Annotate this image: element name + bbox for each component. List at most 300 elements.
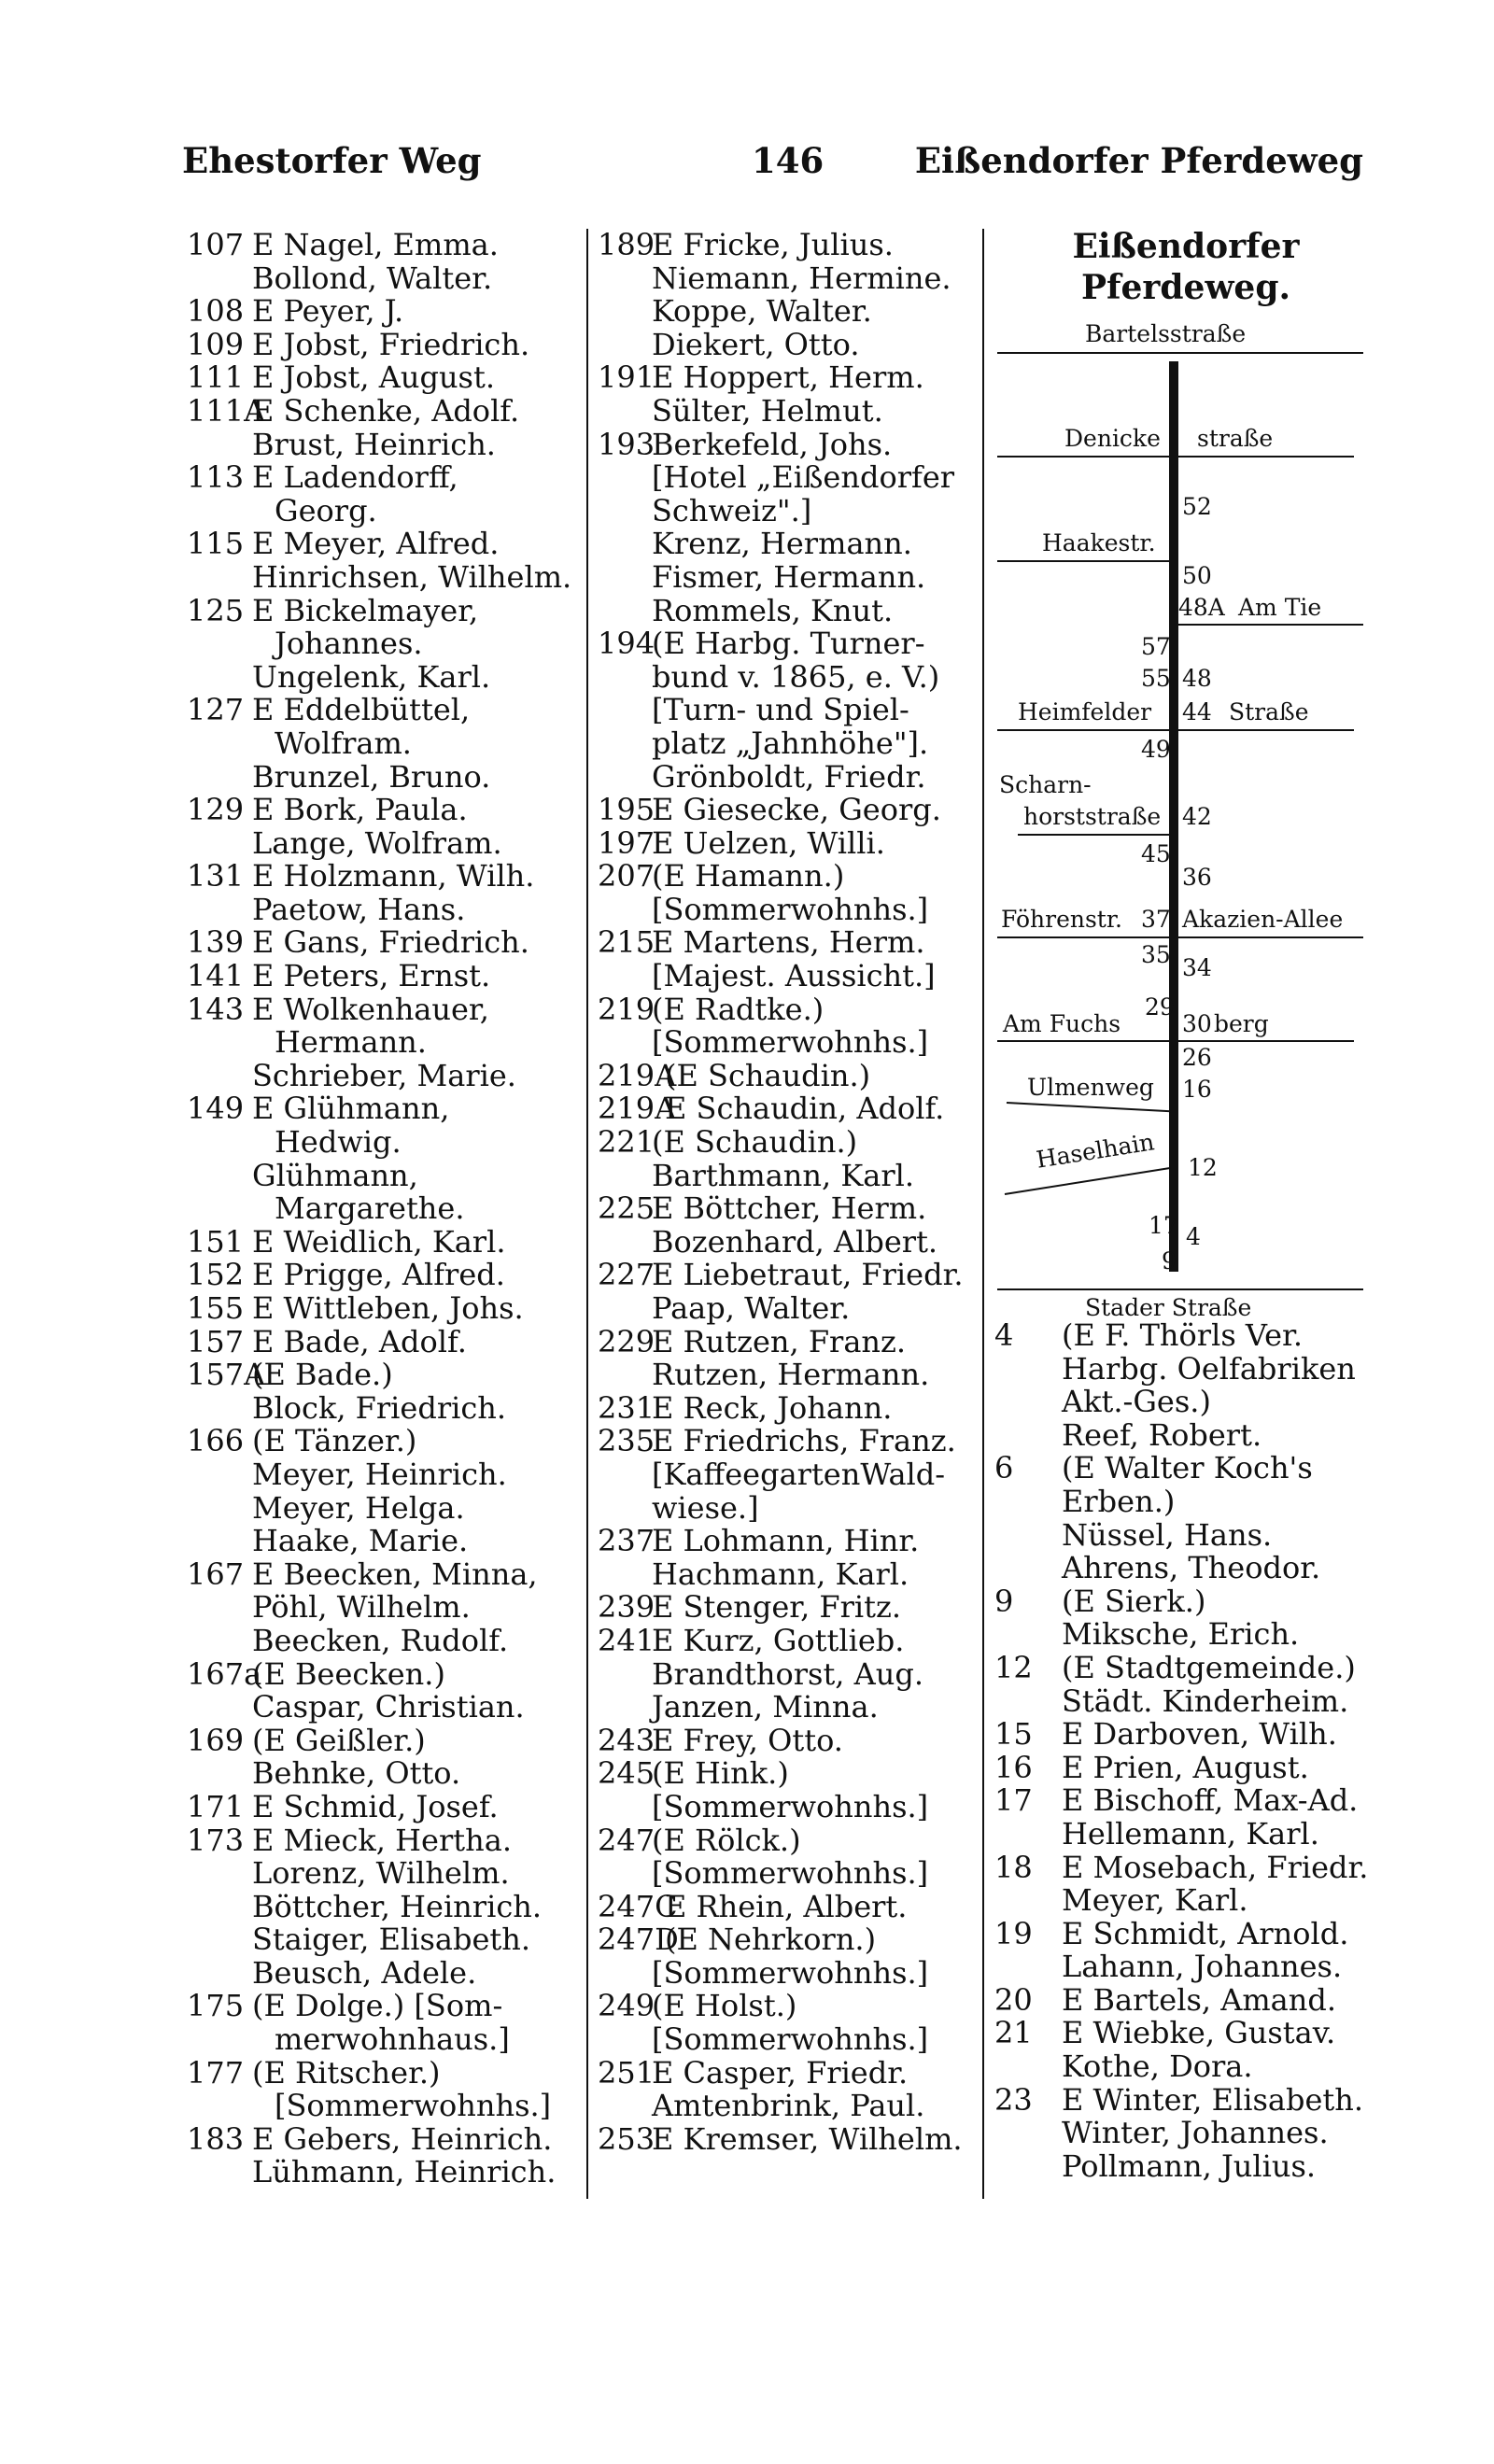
label-heimfelder: Heimfelder [1018,698,1152,725]
house-number: 191 [598,359,655,396]
directory-entry [187,1691,588,1725]
directory-entry [598,1489,980,1526]
directory-entry [598,528,980,561]
num-30: 30 [1182,1010,1212,1037]
directory-entry [598,295,980,329]
directory-entry [598,1057,980,1093]
house-number: 247D [598,1922,679,1958]
resident-text: Wolfram. [275,725,412,761]
house-number: 215 [598,924,655,961]
directory-entry [994,2147,1387,2184]
house-number: 173 [187,1822,245,1858]
directory-entry [598,229,980,262]
house-number: 111 [187,359,245,396]
resident-text: (E Sierk.) [1062,1583,1206,1619]
resident-text: (E Nehrkorn.) [665,1922,877,1958]
directory-entry [598,326,980,362]
resident-text: Lange, Wolfram. [252,824,502,861]
directory-entry [187,1757,588,1791]
resident-text: E Prien, August. [1062,1749,1309,1785]
resident-text: E Schaudin, Adolf. [665,1091,945,1127]
resident-text: E Schenke, Adolf. [252,392,520,429]
resident-text: (E Rölck.) [652,1822,801,1858]
resident-text: E Eddelbüttel, [252,692,471,728]
house-number: 193 [598,426,655,462]
num-45: 45 [1141,840,1171,867]
resident-text: platz „Jahnhöhe"]. [652,725,929,761]
num-42: 42 [1182,803,1212,830]
directory-entry [598,1026,980,1060]
resident-text: Brandthorst, Aug. [652,1655,924,1692]
directory-entry [187,1622,588,1658]
directory-entry [598,860,980,894]
resident-text: [Sommerwohnhs.] [652,2021,929,2058]
house-number: 167a [187,1655,262,1692]
directory-entry [994,1649,1387,1685]
directory-entry [187,528,588,561]
resident-text: [Hotel „Eißendorfer [652,459,955,496]
resident-text: Lühmann, Heinrich. [252,2154,557,2190]
label-akazien-allee: Akazien-Allee [1182,906,1344,933]
directory-entry [994,1784,1387,1818]
resident-text: Koppe, Walter. [652,293,872,330]
label-scharnhorst-1: Scharn- [999,771,1092,798]
directory-entry [187,592,588,628]
street-title-line2: Pferdeweg. [1080,268,1291,307]
directory-entry [187,1954,588,1991]
directory-entry [598,1157,980,1193]
header-street-left: Ehestorfer Weg [182,140,482,181]
resident-text: Bollond, Walter. [252,260,493,296]
resident-text: Behnke, Otto. [252,1755,461,1792]
resident-text: E Frey, Otto. [652,1722,843,1758]
resident-text: Meyer, Helga. [252,1489,465,1526]
resident-text: Amtenbrink, Paul. [652,2088,925,2124]
directory-entry [187,1126,588,1160]
directory-entry [598,1622,980,1658]
resident-text: (E Hamann.) [652,858,845,894]
directory-entry [187,2156,588,2189]
line-haselhain [1005,1167,1171,1195]
house-number: 131 [187,858,245,894]
house-number: 171 [187,1788,245,1824]
resident-text: Städt. Kinderheim. [1062,1683,1349,1719]
house-number: 239 [598,1589,655,1626]
directory-entry [187,1259,588,1292]
resident-text: Brunzel, Bruno. [252,758,491,795]
resident-text: Grönboldt, Friedr. [652,758,926,795]
house-number: 219 [598,991,655,1027]
main-street-line [1169,361,1178,1272]
house-number: 225 [598,1190,655,1227]
house-number: 197 [598,824,655,861]
house-number: 115 [187,526,245,562]
directory-entry [187,1057,588,1093]
directory-entry [598,758,980,795]
directory-entry [187,1923,588,1957]
resident-text: Margarethe. [275,1190,465,1227]
resident-text: Glühmann, [252,1157,418,1193]
resident-text: E Casper, Friedr. [652,2054,909,2091]
resident-text: Winter, Johannes. [1062,2115,1329,2151]
house-number: 157 [187,1323,245,1359]
directory-entry [187,1425,588,1458]
num-48a: 48A [1178,594,1225,621]
directory-entry [598,1722,980,1758]
resident-text: E Prigge, Alfred. [252,1257,505,1293]
house-number: 177 [187,2054,245,2091]
directory-entry [187,1888,588,1924]
resident-text: (E Schaudin.) [665,1057,871,1093]
house-number: 169 [187,1722,245,1758]
directory-entry [187,1824,588,1858]
house-number: 15 [994,1716,1033,1753]
resident-text: Rutzen, Hermann. [652,1357,930,1393]
house-number: 129 [187,792,245,828]
directory-entry [598,960,980,993]
resident-text: E Jobst, August. [252,359,495,396]
resident-text: E Winter, Elisabeth. [1062,2081,1364,2118]
resident-text: Georg. [275,492,377,528]
house-number: 20 [994,1981,1033,2018]
directory-entry [994,1915,1387,1951]
directory-entry [598,1223,980,1260]
resident-text: wiese.] [652,1489,759,1526]
house-number: 139 [187,924,245,961]
resident-text: Erben.) [1062,1483,1176,1519]
resident-text: Haake, Marie. [252,1523,469,1559]
directory-entry [187,1292,588,1326]
house-number: 227 [598,1257,655,1293]
line-foehrenstr [997,936,1363,938]
resident-text: (E Geißler.) [252,1722,426,1758]
resident-text: E Meyer, Alfred. [252,526,500,562]
resident-text: E Liebetraut, Friedr. [652,1257,964,1293]
directory-entry [187,1223,588,1260]
directory-entry [187,1591,588,1625]
resident-text: (E Radtke.) [652,991,825,1027]
num-44: 44 [1182,698,1212,725]
directory-entry [994,2017,1387,2050]
resident-text: Bozenhard, Albert. [652,1223,938,1260]
directory-entry [598,1359,980,1392]
directory-entry [187,229,588,262]
resident-text: (E Beecken.) [252,1655,445,1692]
house-number: 235 [598,1423,655,1459]
resident-text: [Turn- und Spiel- [652,692,909,728]
house-number: 245 [598,1755,655,1792]
resident-text: E Rutzen, Franz. [652,1323,907,1359]
directory-entry [598,727,980,761]
directory-entry [994,1950,1387,1984]
directory-entry [598,2090,980,2123]
directory-entry [994,1815,1387,1852]
directory-entry [598,1691,980,1725]
house-number: 247 [598,1822,655,1858]
directory-entry [187,1655,588,1692]
directory-entry [187,461,588,495]
directory-entry [187,1722,588,1758]
resident-text: E Lohmann, Hinr. [652,1523,920,1559]
directory-entry [598,492,980,528]
resident-text: E Wittleben, Johs. [252,1290,524,1326]
house-number: 149 [187,1091,245,1127]
resident-text: Fismer, Hermann. [652,558,926,595]
num-12: 12 [1188,1154,1218,1181]
resident-text: Lahann, Johannes. [1062,1949,1343,1985]
resident-text: Brust, Heinrich. [252,426,496,462]
resident-text: Kothe, Dora. [1062,2049,1253,2085]
directory-entry [598,2023,980,2057]
house-number: 195 [598,792,655,828]
house-number: 6 [994,1450,1014,1486]
directory-entry [187,891,588,927]
directory-entry [994,1416,1387,1453]
header-street-right: Eißendorfer Pferdeweg [914,140,1363,181]
directory-entry [598,1323,980,1359]
directory-entry [598,1591,980,1625]
directory-entry [994,2050,1387,2084]
num-55: 55 [1141,665,1171,692]
resident-text: (E Stadtgemeinde.) [1062,1649,1356,1685]
house-number: 219A [598,1057,677,1093]
resident-text: E Peyer, J. [252,293,404,330]
resident-text: E Peters, Ernst. [252,958,491,994]
resident-text: (E Dolge.) [Som- [252,1988,503,2024]
label-heimfelder-strasse: Straße [1229,698,1309,725]
resident-text: E Holzmann, Wilh. [252,858,535,894]
house-number: 207 [598,858,655,894]
directory-entry [598,2120,980,2157]
directory-entry [187,627,588,661]
line-haakestr [997,560,1171,562]
resident-text: E Bischoff, Max-Ad. [1062,1782,1359,1819]
house-number: 241 [598,1622,655,1658]
directory-entry [598,392,980,429]
num-49: 49 [1141,736,1171,763]
house-number: 229 [598,1323,655,1359]
line-denicke [997,456,1354,458]
resident-text: E Mosebach, Friedr. [1062,1849,1369,1885]
house-number: 155 [187,1290,245,1326]
directory-entry [187,658,588,695]
house-number: 9 [994,1583,1014,1619]
resident-text: E Bartels, Amand. [1062,1981,1337,2018]
house-number: 253 [598,2120,655,2157]
resident-text: E Schmid, Josef. [252,1788,499,1824]
directory-entry [187,1857,588,1891]
house-number: 231 [598,1389,655,1426]
resident-text: E Glühmann, [252,1091,450,1127]
street-title-line1: Eißendorfer [1072,227,1300,266]
directory-entry [994,2117,1387,2150]
resident-text: Hachmann, Karl. [652,1556,909,1592]
line-ulmenweg [1007,1102,1171,1112]
label-scharnhorst-2: horststraße [1023,803,1162,830]
directory-entry [598,1824,980,1858]
directory-entry [994,1718,1387,1752]
resident-text: (E Walter Koch's [1062,1450,1313,1486]
directory-entry [187,1192,588,1226]
resident-text: [Sommerwohnhs.] [652,891,929,927]
resident-text: [Sommerwohnhs.] [652,1788,929,1824]
resident-text: E Schmidt, Arnold. [1062,1915,1349,1951]
resident-text: Barthmann, Karl. [652,1157,915,1193]
label-haselhain: Haselhain [1034,1128,1157,1174]
directory-entry [598,1655,980,1692]
resident-text: (E Hink.) [652,1755,789,1792]
resident-text: Ahrens, Theodor. [1062,1550,1321,1586]
directory-entry [598,627,980,661]
house-number: 23 [994,2081,1033,2118]
directory-entry [598,1525,980,1558]
resident-text: [KaffeegartenWald- [652,1456,946,1492]
line-scharnhorst [1018,834,1171,836]
resident-text: Paetow, Hans. [252,891,466,927]
resident-text: Krenz, Hermann. [652,526,912,562]
resident-text: Ungelenk, Karl. [252,658,491,695]
directory-column-2 [598,229,980,2156]
directory-entry [187,993,588,1027]
resident-text: E Uelzen, Willi. [652,824,885,861]
directory-entry [187,694,588,727]
resident-text: Janzen, Minna. [652,1689,879,1725]
directory-entry [187,1092,588,1126]
resident-text: [Sommerwohnhs.] [652,1855,929,1892]
house-number: 251 [598,2054,655,2091]
resident-text: E Wiebke, Gustav. [1062,2015,1336,2051]
num-17: 17 [1149,1212,1178,1239]
directory-entry [994,1552,1387,1585]
directory-entry [994,1981,1387,2018]
resident-text: E Kurz, Gottlieb. [652,1622,905,1658]
directory-entry [187,1489,588,1526]
house-number: 143 [187,991,245,1027]
resident-text: Lorenz, Wilhelm. [252,1855,510,1892]
directory-entry [598,1857,980,1891]
directory-entry [598,1389,980,1426]
directory-entry [994,1884,1387,1918]
directory-entry [598,824,980,861]
page-header [182,140,1363,196]
directory-entry [598,426,980,462]
resident-text: Meyer, Heinrich. [252,1456,507,1492]
resident-text: Nüssel, Hans. [1062,1516,1273,1553]
directory-entry [598,1788,980,1824]
num-36: 36 [1182,864,1212,891]
house-number: 194 [598,626,655,662]
house-number: 111A [187,392,266,429]
resident-text: Hellemann, Karl. [1062,1815,1319,1852]
directory-entry [994,1386,1387,1419]
resident-text: bund v. 1865, e. V.) [652,658,940,695]
house-number: 141 [187,958,245,994]
resident-text: Hermann. [275,1024,427,1061]
house-number: 21 [994,2015,1033,2051]
house-number: 152 [187,1257,245,1293]
label-haakestr: Haakestr. [1042,529,1156,556]
house-number: 108 [187,293,245,330]
resident-text: [Sommerwohnhs.] [275,2088,552,2124]
directory-entry [598,1425,980,1458]
directory-entry [598,1558,980,1592]
resident-text: Mikschе, Erich. [1062,1616,1300,1653]
resident-text: (E Ritscher.) [252,2054,441,2091]
directory-entry [598,694,980,727]
directory-entry [187,361,588,395]
house-number: 16 [994,1749,1033,1785]
resident-text: Niemann, Hermine. [652,260,951,296]
directory-entry [187,2090,588,2123]
directory-entry [187,1458,588,1492]
directory-entry [994,1350,1387,1387]
directory-entry [187,558,588,595]
resident-text: E Nagel, Emma. [252,227,499,262]
resident-text: E Bade, Adolf. [252,1323,467,1359]
directory-entry [187,794,588,827]
resident-text: [Sommerwohnhs.] [652,1024,929,1061]
resident-text: E Bickelmayer, [252,592,479,628]
directory-entry [598,592,980,628]
label-am-fuchs: Am Fuchs [1003,1010,1121,1037]
resident-text: E Böttcher, Herm. [652,1190,927,1227]
resident-text: E Wolkenhauer, [252,991,489,1027]
label-am-tie: Am Tie [1238,594,1322,621]
resident-text: E Hoppert, Herm. [652,359,924,396]
directory-entry [187,1389,588,1426]
directory-entry [187,1990,588,2023]
resident-text: Staiger, Elisabeth. [252,1922,531,1958]
resident-text: Beusch, Adele. [252,1954,477,1991]
resident-text: E Mieck, Hertha. [252,1822,512,1858]
resident-text: Hedwig. [275,1124,402,1161]
column-divider-2 [982,229,984,2199]
resident-text: Paap, Walter. [652,1290,851,1326]
directory-entry [598,1192,980,1226]
resident-text: Rommels, Knut. [652,592,894,628]
num-34: 34 [1182,954,1212,981]
directory-entry [598,1757,980,1791]
line-am-tie [1177,624,1363,626]
num-52: 52 [1182,493,1212,520]
resident-text: (E Bade.) [252,1357,393,1393]
house-number: 18 [994,1849,1033,1885]
directory-entry [598,926,980,960]
resident-text: E Friedrichs, Franz. [652,1423,956,1459]
directory-entry [598,794,980,827]
house-number: 113 [187,459,245,496]
resident-text: Sülter, Helmut. [652,392,883,429]
resident-text: [Sommerwohnhs.] [652,1954,929,1991]
directory-entry [187,2023,588,2057]
num-26: 26 [1182,1044,1212,1071]
house-number: 189 [598,227,655,262]
directory-entry [994,1618,1387,1652]
house-number: 125 [187,592,245,628]
directory-entry [187,1359,588,1392]
num-48: 48 [1182,665,1212,692]
resident-text: (E Schaudin.) [652,1124,858,1161]
resident-text: E Ladendorff, [252,459,458,496]
resident-text: Schrieber, Marie. [252,1057,516,1093]
directory-entry [994,1849,1387,1885]
num-37: 37 [1141,906,1171,933]
num-16: 16 [1182,1076,1212,1103]
resident-text: (E F. Thörls Ver. [1062,1317,1303,1353]
street-title [999,226,1373,308]
directory-entry [994,1749,1387,1785]
directory-entry [187,960,588,993]
